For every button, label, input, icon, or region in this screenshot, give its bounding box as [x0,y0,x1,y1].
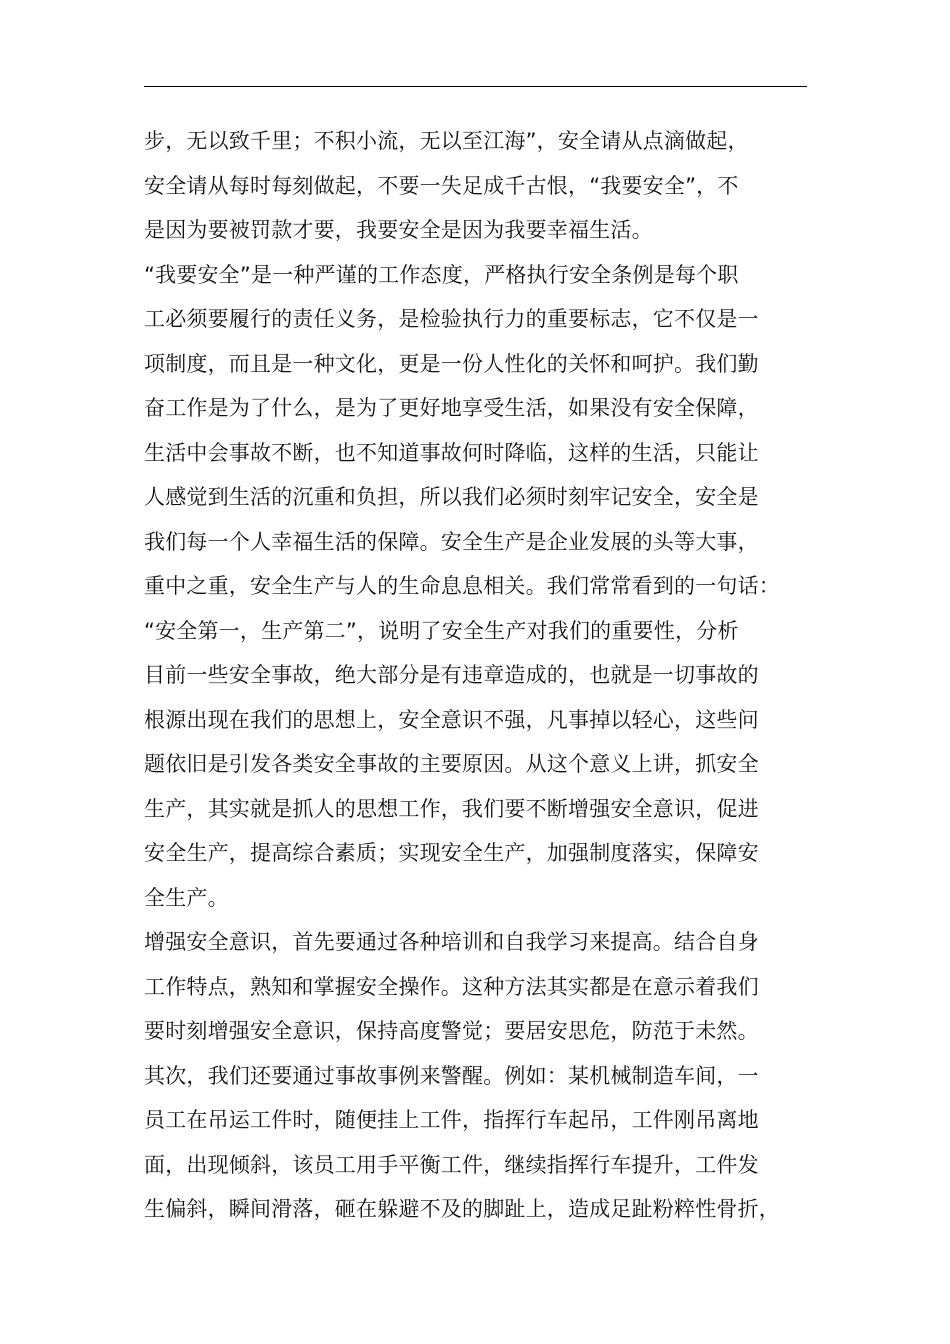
text-line: 根源出现在我们的思想上，安全意识不强，凡事掉以轻心，这些问 [144,707,759,732]
text-line: 步，无以致千里；不积小流，无以至江海”，安全请从点滴做起， [144,129,749,153]
text-line: 题依旧是引发各类安全事故的主要原因。从这个意义上讲，抓安全 [144,752,759,776]
text-line: 奋工作是为了什么，是为了更好地享受生活，如果没有安全保障， [144,396,759,420]
header-divider [144,86,807,87]
text-line: 要时刻增强安全意识，保持高度警觉；要居安思危，防范于未然。 [144,1019,759,1043]
text-line: 是因为要被罚款才要，我要安全是因为我要幸福生活。 [144,218,653,242]
text-line: 人感觉到生活的沉重和负担，所以我们必须时刻牢记安全，安全是 [144,485,759,509]
text-line: 项制度，而且是一种文化，更是一份人性化的关怀和呵护。我们勤 [144,351,759,376]
document-body [144,119,824,1232]
text-line: 生偏斜，瞬间滑落，砸在躲避不及的脚趾上，造成足趾粉粹性骨折， [144,1197,780,1221]
text-line: 其次，我们还要通过事故事例来警醒。例如：某机械制造车间，一 [144,1063,759,1088]
text-line: 生产，其实就是抓人的思想工作，我们要不断增强安全意识，促进 [144,796,759,821]
text-line: 全生产。 [144,885,229,910]
text-line: “安全第一，生产第二”，说明了安全生产对我们的重要性，分析 [144,618,739,643]
text-line: “我要安全”是一种严谨的工作态度，严格执行安全条例是每个职 [144,262,739,287]
text-line: 安全请从每时每刻做起，不要一失足成千古恨，“我要安全”，不 [144,173,739,198]
text-line: 面，出现倾斜，该员工用手平衡工件，继续指挥行车提升，工件发 [144,1152,759,1177]
text-line: 生活中会事故不断，也不知道事故何时降临，这样的生活，只能让 [144,440,759,465]
text-line: 工作特点，熟知和掌握安全操作。这种方法其实都是在意示着我们 [144,974,759,999]
text-line: 员工在吊运工件时，随便挂上工件，指挥行车起吊，工件刚吊离地 [144,1108,759,1132]
text-line: 工必须要履行的责任义务，是检验执行力的重要标志，它不仅是一 [144,307,759,331]
text-line: 我们每一个人幸福生活的保障。安全生产是企业发展的头等大事， [144,529,759,554]
text-line: 目前一些安全事故，绝大部分是有违章造成的，也就是一切事故的 [144,663,759,687]
text-line: 重中之重，安全生产与人的生命息息相关。我们常常看到的一句话： [144,574,780,598]
text-line: 增强安全意识，首先要通过各种培训和自我学习来提高。结合自身 [144,930,759,954]
text-line: 安全生产，提高综合素质；实现安全生产，加强制度落实，保障安 [144,841,759,865]
